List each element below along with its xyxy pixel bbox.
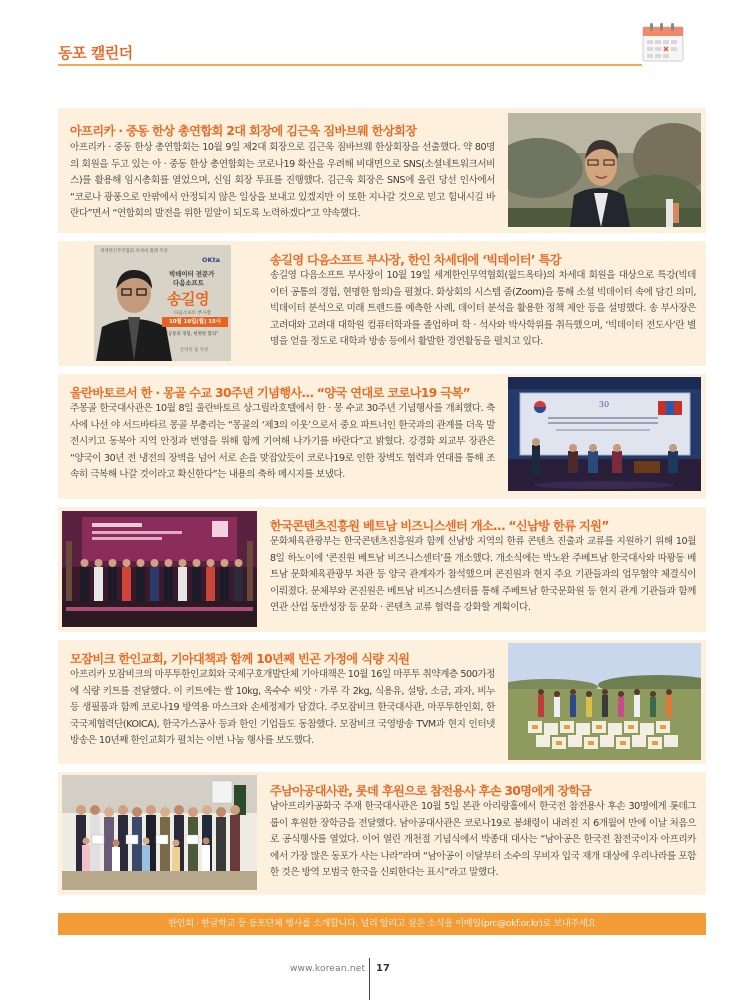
- poster-sub2: 다음소프트: [173, 279, 204, 287]
- submission-notice: 한인회 · 한글학교 등 동포단체 행사를 소개합니다. 널리 알리고 싶은 소식을 이메일(prc@okf.or.kr)로 보내주세요: [58, 913, 706, 935]
- article-photo: [508, 377, 701, 491]
- article-card: [58, 241, 706, 366]
- article-body: 아프리카 모잠비크의 마푸투한인교회와 국제구호개발단체 기아대책은 10월 16일 마푸투 취약계층 500가정에 식량 키트를 전달했다. 이 키트에는 쌀 10kg, 옥수수 씨앗 · 가루 각 2kg, 식용유, 설탕, 소금, 과자, 비누 등 생필품과 함께 코로나19 방역용 마스크와 손세정제가 담겼다. 주모잠비크 한국대사관, 마푸투한인회, 한국국제협력단(KOICA), 한국가스공사 등과 한인 기업들도 동참했다. 모잠비크 국영방송 TVM과 현지 인터넷 방송은 10년째 한인교회가 펼치는 이번 나눔 행사를 보도했다.: [70, 669, 495, 746]
- poster-bottom: 온라인 줌 특강: [180, 348, 209, 353]
- article-photo: [62, 775, 257, 890]
- page-header: [58, 30, 642, 60]
- article-body: 송길영 다음소프트 부사장이 10월 19일 세계한인무역협회(월드옥타)의 차세대 회원을 대상으로 특강(빅데이터 공통의 경험, 현명한 합의)을 펼쳤다. 화상회의 시스템 줌(Zoom)을 통해 소셜 빅데이터 속에 담긴 의미, 빅데이터 분석으로 미래 트렌드를 예측한 사례, 데이터 분석을 활용한 정책 제안 등을 설명했다. 송 부사장은 고려대와 고려대 대학원 컴퓨터학과를 졸업하며 학 · 석사와 박사학위를 취득했으며, ‘빅데이터 전도사’란 별명을 얻을 정도로 대학과 방송 등에서 활발한 경연활동을 펼치고 있다.: [270, 270, 696, 347]
- article-card: [58, 640, 706, 764]
- poster-topline: 세계한인무역협회 차세대 월례 특강: [100, 249, 168, 254]
- page-number: 17: [376, 963, 390, 974]
- article-title: 송길영 다음소프트 부사장, 한인 차세대에 ‘빅데이터’ 특강: [270, 253, 561, 267]
- article-photo: [508, 113, 701, 227]
- article-photo: [62, 511, 257, 627]
- poster-name: 송길영: [167, 290, 209, 308]
- poster-sub1: 빅데이터 전문가: [169, 270, 215, 278]
- okta-logo: OKta: [202, 256, 221, 264]
- article-title: 아프리카 · 중동 한상 총연합회 2대 회장에 김근욱 짐바브웨 한상회장: [70, 124, 417, 138]
- article-card: [58, 374, 706, 499]
- article-photo: [508, 643, 701, 760]
- poster-role: 다음소프트 부사장: [174, 311, 211, 316]
- article-card: [58, 772, 706, 895]
- article-card: [58, 108, 706, 233]
- article-body: 아프리카 · 중동 한상 총연합회는 10월 9일 제2대 회장으로 김근욱 짐바브웨 한상회장을 선출했다. 약 80명의 회원을 두고 있는 아 · 중동 한상 총연합회는 코로나19 확산을 우려해 비대면으로 SNS(소셜네트워크서비스)를 활용해 임시총회를 열었으며, 신임 회장 투표를 진행했다. 김근욱 회장은 SNS에 올린 당선 인사에서 “코로나 광풍으로 안팎에서 안정되지 않은 일상을 보내고 있겠지만 이 또한 지나갈 것으로 믿고 힘내시길 바란다”면서 “연합회의 발전을 위한 밑알이 되도록 노력하겠다”고 약속했다.: [70, 142, 495, 219]
- header-divider: [58, 64, 642, 66]
- svg-text:30: 30: [598, 400, 610, 409]
- lecture-poster: [94, 245, 231, 361]
- poster-topic: "공통의 경험, 현명한 합의": [166, 332, 219, 337]
- article-body: 주몽골 한국대사관은 10월 8일 울란바토르 상그릴라호텔에서 한 · 몽 수교 30주년 기념행사를 개최했다. 축사에 나선 야 서드바타르 몽골 부총리는 “몽골의 ‘제3의 이웃’으로서 중요 파트너인 한국과의 관계를 더욱 발전시키고 동북아 지역 안정과 번영을 위해 함께 기여해 나가기를 바란다”고 밝혔다. 강경화 외교부 장관은 “양국이 30년 전 냉전의 장벽을 넘어 서로 손을 맞잡았듯이 코로나19로 인한 장벽도 협력과 연대를 통해 조속히 극복해 나갈 것이라고 확신한다”는 내용의 축하 메시지를 보냈다.: [70, 403, 495, 480]
- article-body: 문화체육관광부는 한국콘텐츠진흥원과 함께 신남방 지역의 한류 콘텐츠 진출과 교류를 지원하기 위해 10월 8일 하노이에 ‘콘진원 베트남 비즈니스센터’를 개소했다. 개소식에는 박노완 주베트남 한국대사와 따꽝동 베트남 문화체육관광부 차관 등 양국 관계자가 참석했으며 콘진원과 현지 주요 기관들과의 업무협약 체결식이 이뤄졌다. 문체부와 콘진원은 베트남 비즈니스센터를 통해 주베트남 한국문화원 등 현지 관계 기관들과 함께 연관 산업 동반성장 등 문화 · 콘텐츠 교류 협력을 강화할 계획이다.: [270, 536, 696, 613]
- article-title: 모잠비크 한인교회, 기아대책과 함께 10년째 빈곤 가정에 식량 지원: [70, 652, 410, 666]
- article-title: 울란바토르서 한 · 몽골 수교 30주년 기념행사… “양국 연대로 코로나19 극복”: [70, 386, 471, 400]
- section-title: 동포 캘린더: [58, 44, 133, 62]
- site-url: www.korean.net: [290, 964, 366, 974]
- article-body: 남아프리카공화국 주재 한국대사관은 10월 5일 본관 아리랑홀에서 한국전 참전용사 후손 30명에게 롯데그룹이 후원한 장학금을 전달했다. 남아공대사관은 코로나19로 봉쇄령이 내려진 지 6개월여 만에 이날 처음으로 공식행사를 열었다. 이어 열린 개천절 기념식에서 박종대 대사는 “남아공은 한국전 참전국이자 아프리카에서 가장 많은 동포가 사는 나라”라며 “남아공이 이달부터 소수의 무비자 입국 재개 대상에 우리나라를 포함한 것은 방역 모범국 한국을 신뢰한다는 표시”라고 말했다.: [270, 801, 696, 878]
- article-card: [58, 507, 706, 632]
- footer-divider: [369, 958, 370, 1000]
- article-title: 한국콘텐츠진흥원 베트남 비즈니스센터 개소… “신남방 한류 지원”: [270, 519, 609, 533]
- calendar-icon: [642, 22, 684, 62]
- article-title: 주남아공대사관, 롯데 후원으로 참전용사 후손 30명에게 장학금: [270, 784, 591, 798]
- poster-date: 10월 19일(월) 15시: [162, 317, 228, 327]
